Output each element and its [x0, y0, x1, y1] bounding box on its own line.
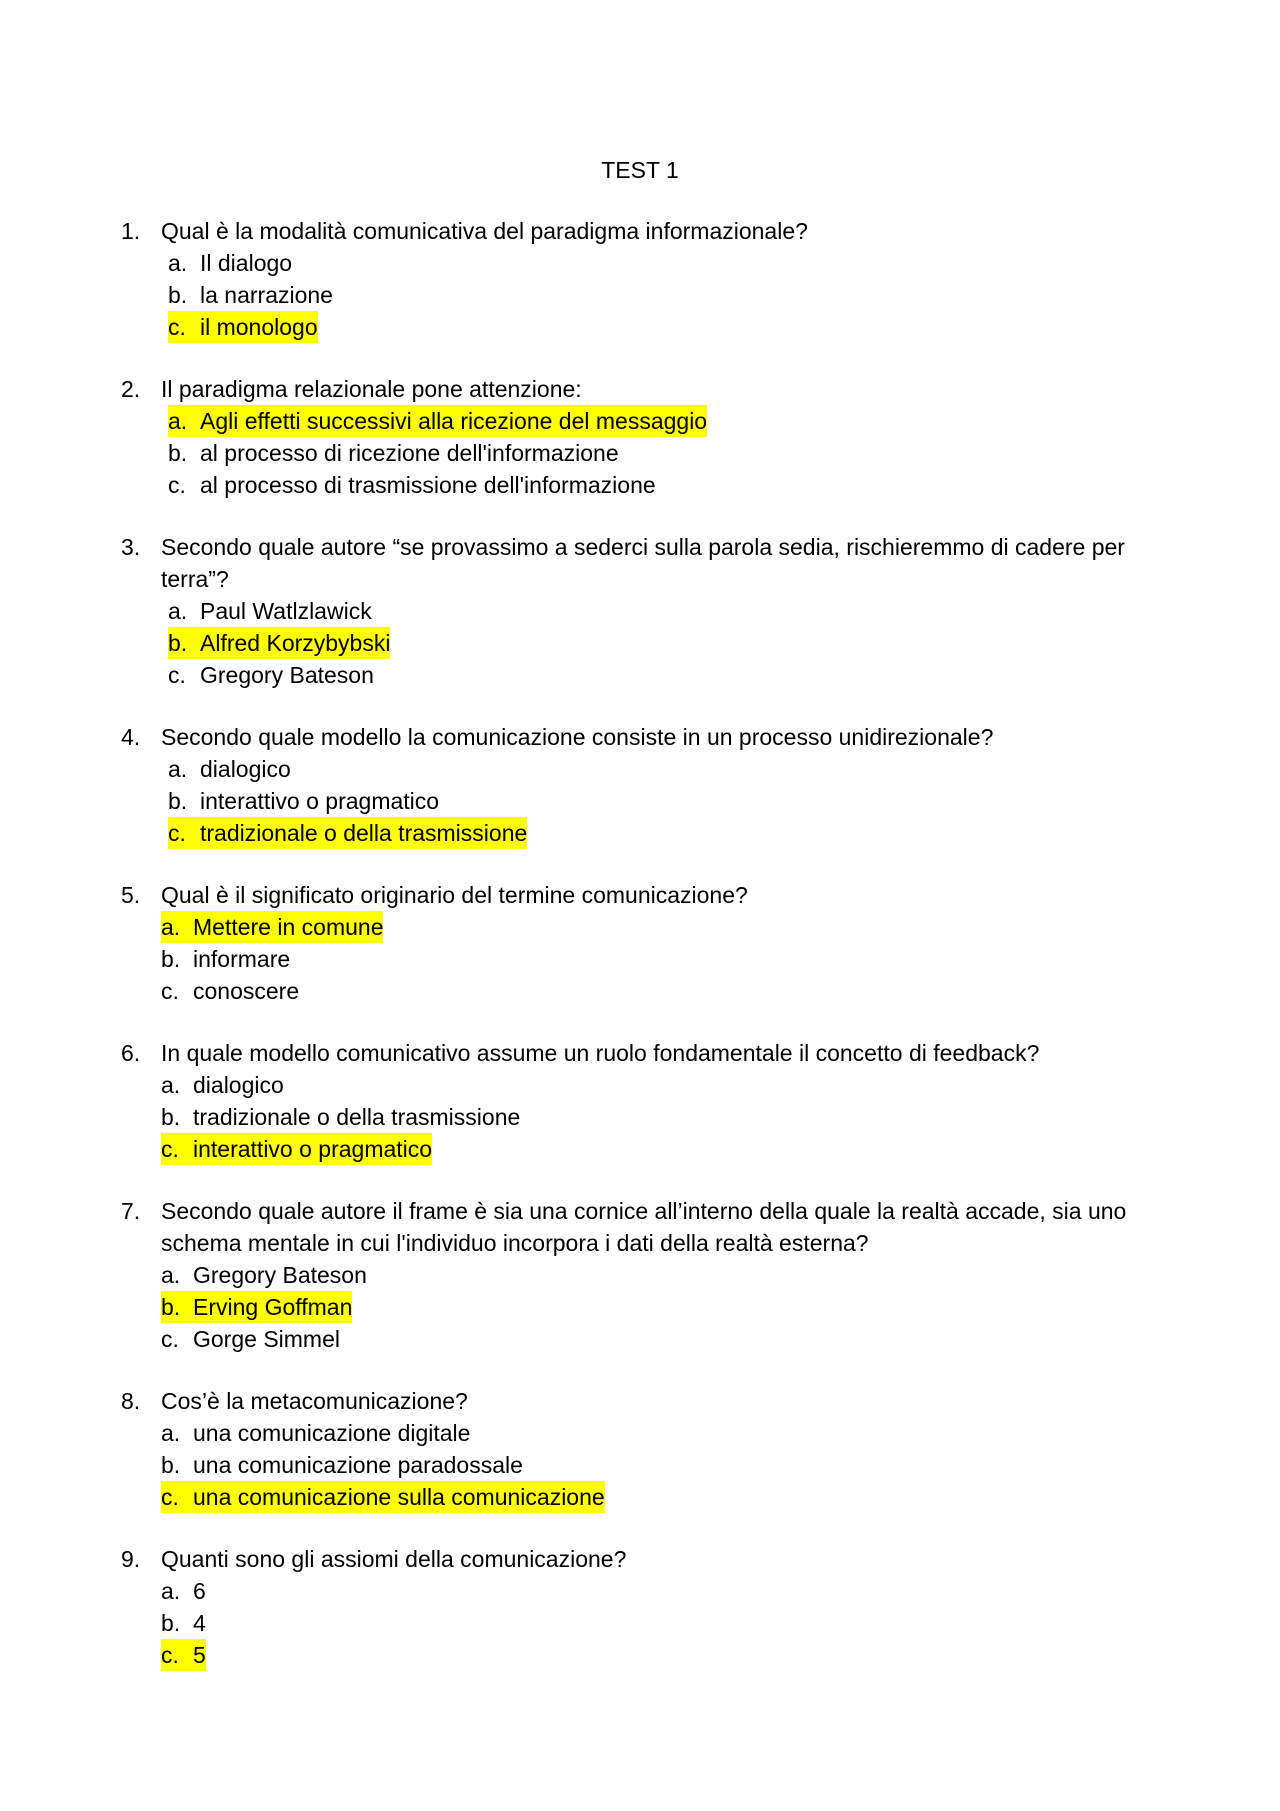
option-text: conoscere	[193, 978, 300, 1004]
option-letter: c.	[161, 1136, 179, 1162]
question-2	[0, 373, 1280, 501]
question-number: 4.	[121, 724, 141, 750]
question-4	[0, 721, 1280, 849]
question-number: 8.	[121, 1388, 141, 1414]
option-content	[161, 1449, 523, 1481]
answer-option-correct	[0, 627, 1280, 659]
question-5	[0, 879, 1280, 1007]
option-text: tradizionale o della trasmissione	[193, 1104, 521, 1130]
question-stem	[0, 1543, 1280, 1575]
option-text: interattivo o pragmatico	[200, 788, 440, 814]
option-letter: b.	[161, 1104, 181, 1130]
option-text: una comunicazione paradossale	[193, 1452, 523, 1478]
option-text: una comunicazione digitale	[193, 1420, 471, 1446]
option-text: Il dialogo	[200, 250, 293, 276]
option-content	[168, 817, 527, 849]
option-text: Gregory Bateson	[193, 1262, 367, 1288]
answer-option	[0, 1575, 1280, 1607]
option-text: al processo di trasmissione dell'informazione	[200, 472, 656, 498]
answer-option	[0, 1449, 1280, 1481]
question-text: Secondo quale autore il frame è sia una cornice all’interno della quale la realtà accade, sia uno schema mentale in cui l'individuo incorpora i dati della realtà esterna?	[161, 1198, 1127, 1256]
option-letter: b.	[168, 788, 188, 814]
question-number: 5.	[121, 882, 141, 908]
option-text: Agli effetti successivi alla ricezione del messaggio	[200, 408, 708, 434]
option-text: interattivo o pragmatico	[193, 1136, 433, 1162]
option-letter: b.	[161, 1294, 181, 1320]
answer-option	[0, 785, 1280, 817]
answer-option	[0, 1069, 1280, 1101]
answer-option	[0, 975, 1280, 1007]
question-stem	[0, 1037, 1280, 1069]
answer-option	[0, 1417, 1280, 1449]
answer-option	[0, 1259, 1280, 1291]
question-number: 1.	[121, 218, 141, 244]
option-letter: c.	[161, 1326, 179, 1352]
answer-option-correct	[0, 1481, 1280, 1513]
answer-option	[0, 943, 1280, 975]
option-text: informare	[193, 946, 291, 972]
question-stem	[0, 721, 1280, 753]
option-content	[168, 247, 292, 279]
option-letter: a.	[168, 250, 188, 276]
answer-option	[0, 1607, 1280, 1639]
option-content	[168, 405, 707, 437]
question-stem	[0, 531, 1280, 595]
option-content	[168, 785, 439, 817]
option-letter: b.	[168, 440, 188, 466]
option-text: 4	[193, 1610, 206, 1636]
option-text: al processo di ricezione dell'informazione	[200, 440, 619, 466]
option-content	[161, 1101, 520, 1133]
question-number: 9.	[121, 1546, 141, 1572]
option-text: dialogico	[200, 756, 291, 782]
question-text: Qual è il significato originario del termine comunicazione?	[161, 882, 748, 908]
option-content	[161, 1323, 340, 1355]
option-letter: b.	[168, 630, 188, 656]
option-letter: c.	[161, 1642, 179, 1668]
option-text: 6	[193, 1578, 206, 1604]
question-number: 7.	[121, 1198, 141, 1224]
option-text: Gregory Bateson	[200, 662, 374, 688]
option-content	[161, 1639, 206, 1671]
option-letter: a.	[161, 914, 181, 940]
question-text: Cos’è la metacomunicazione?	[161, 1388, 468, 1414]
option-text: il monologo	[200, 314, 318, 340]
option-text: Paul Watlzlawick	[200, 598, 372, 624]
question-1	[0, 215, 1280, 343]
option-letter: c.	[168, 314, 186, 340]
answer-option-correct	[0, 817, 1280, 849]
question-stem	[0, 1195, 1280, 1259]
question-number: 6.	[121, 1040, 141, 1066]
answer-option	[0, 595, 1280, 627]
option-content	[161, 911, 383, 943]
option-content	[168, 437, 619, 469]
option-text: una comunicazione sulla comunicazione	[193, 1484, 605, 1510]
option-letter: b.	[161, 1452, 181, 1478]
question-text: Il paradigma relazionale pone attenzione:	[161, 376, 582, 402]
answer-option	[0, 469, 1280, 501]
answer-option-correct	[0, 311, 1280, 343]
option-letter: a.	[168, 756, 188, 782]
question-text: Secondo quale modello la comunicazione consiste in un processo unidirezionale?	[161, 724, 994, 750]
question-stem	[0, 879, 1280, 911]
option-content	[161, 1259, 367, 1291]
option-content	[161, 1291, 352, 1323]
answer-option-correct	[0, 1291, 1280, 1323]
option-text: 5	[193, 1642, 206, 1668]
question-number: 2.	[121, 376, 141, 402]
option-text: Gorge Simmel	[193, 1326, 340, 1352]
option-letter: a.	[161, 1578, 181, 1604]
option-text: Erving Goffman	[193, 1294, 353, 1320]
option-letter: a.	[161, 1262, 181, 1288]
question-stem	[0, 373, 1280, 405]
option-content	[168, 279, 333, 311]
question-stem	[0, 1385, 1280, 1417]
question-9	[0, 1543, 1280, 1671]
option-letter: c.	[168, 662, 186, 688]
answer-option	[0, 753, 1280, 785]
option-content	[161, 975, 299, 1007]
option-letter: a.	[161, 1072, 181, 1098]
answer-option	[0, 1323, 1280, 1355]
question-stem	[0, 215, 1280, 247]
option-content	[161, 1069, 284, 1101]
answer-option	[0, 1101, 1280, 1133]
option-content	[161, 1417, 470, 1449]
option-text: Alfred Korzybybski	[200, 630, 391, 656]
question-text: Quanti sono gli assiomi della comunicazione?	[161, 1546, 627, 1572]
option-letter: c.	[168, 820, 186, 846]
option-letter: c.	[161, 978, 179, 1004]
answer-option-correct	[0, 1133, 1280, 1165]
option-text: Mettere in comune	[193, 914, 384, 940]
question-text: Qual è la modalità comunicativa del paradigma informazionale?	[161, 218, 808, 244]
answer-option	[0, 247, 1280, 279]
question-7	[0, 1195, 1280, 1355]
question-number: 3.	[121, 534, 141, 560]
option-content	[168, 469, 656, 501]
question-text: Secondo quale autore “se provassimo a sederci sulla parola sedia, rischieremmo di cadere per terra”?	[161, 534, 1125, 592]
page-title: TEST 1	[601, 157, 679, 183]
option-letter: b.	[168, 282, 188, 308]
option-text: tradizionale o della trasmissione	[200, 820, 528, 846]
option-content	[161, 1607, 206, 1639]
option-content	[168, 311, 318, 343]
option-letter: a.	[168, 598, 188, 624]
answer-option	[0, 437, 1280, 469]
answer-option-correct	[0, 405, 1280, 437]
option-letter: b.	[161, 1610, 181, 1636]
option-content	[168, 659, 374, 691]
option-letter: c.	[161, 1484, 179, 1510]
answer-option	[0, 279, 1280, 311]
option-content	[161, 1481, 605, 1513]
option-letter: b.	[161, 946, 181, 972]
option-letter: a.	[168, 408, 188, 434]
option-letter: c.	[168, 472, 186, 498]
option-text: la narrazione	[200, 282, 333, 308]
answer-option-correct	[0, 911, 1280, 943]
answer-option-correct	[0, 1639, 1280, 1671]
question-3	[0, 531, 1280, 691]
option-content	[168, 753, 291, 785]
option-text: dialogico	[193, 1072, 284, 1098]
option-content	[161, 1575, 206, 1607]
question-6	[0, 1037, 1280, 1165]
option-letter: a.	[161, 1420, 181, 1446]
answer-option	[0, 659, 1280, 691]
option-content	[168, 627, 390, 659]
option-content	[161, 943, 290, 975]
question-8	[0, 1385, 1280, 1513]
option-content	[168, 595, 372, 627]
question-text: In quale modello comunicativo assume un ruolo fondamentale il concetto di feedback?	[161, 1040, 1040, 1066]
option-content	[161, 1133, 432, 1165]
